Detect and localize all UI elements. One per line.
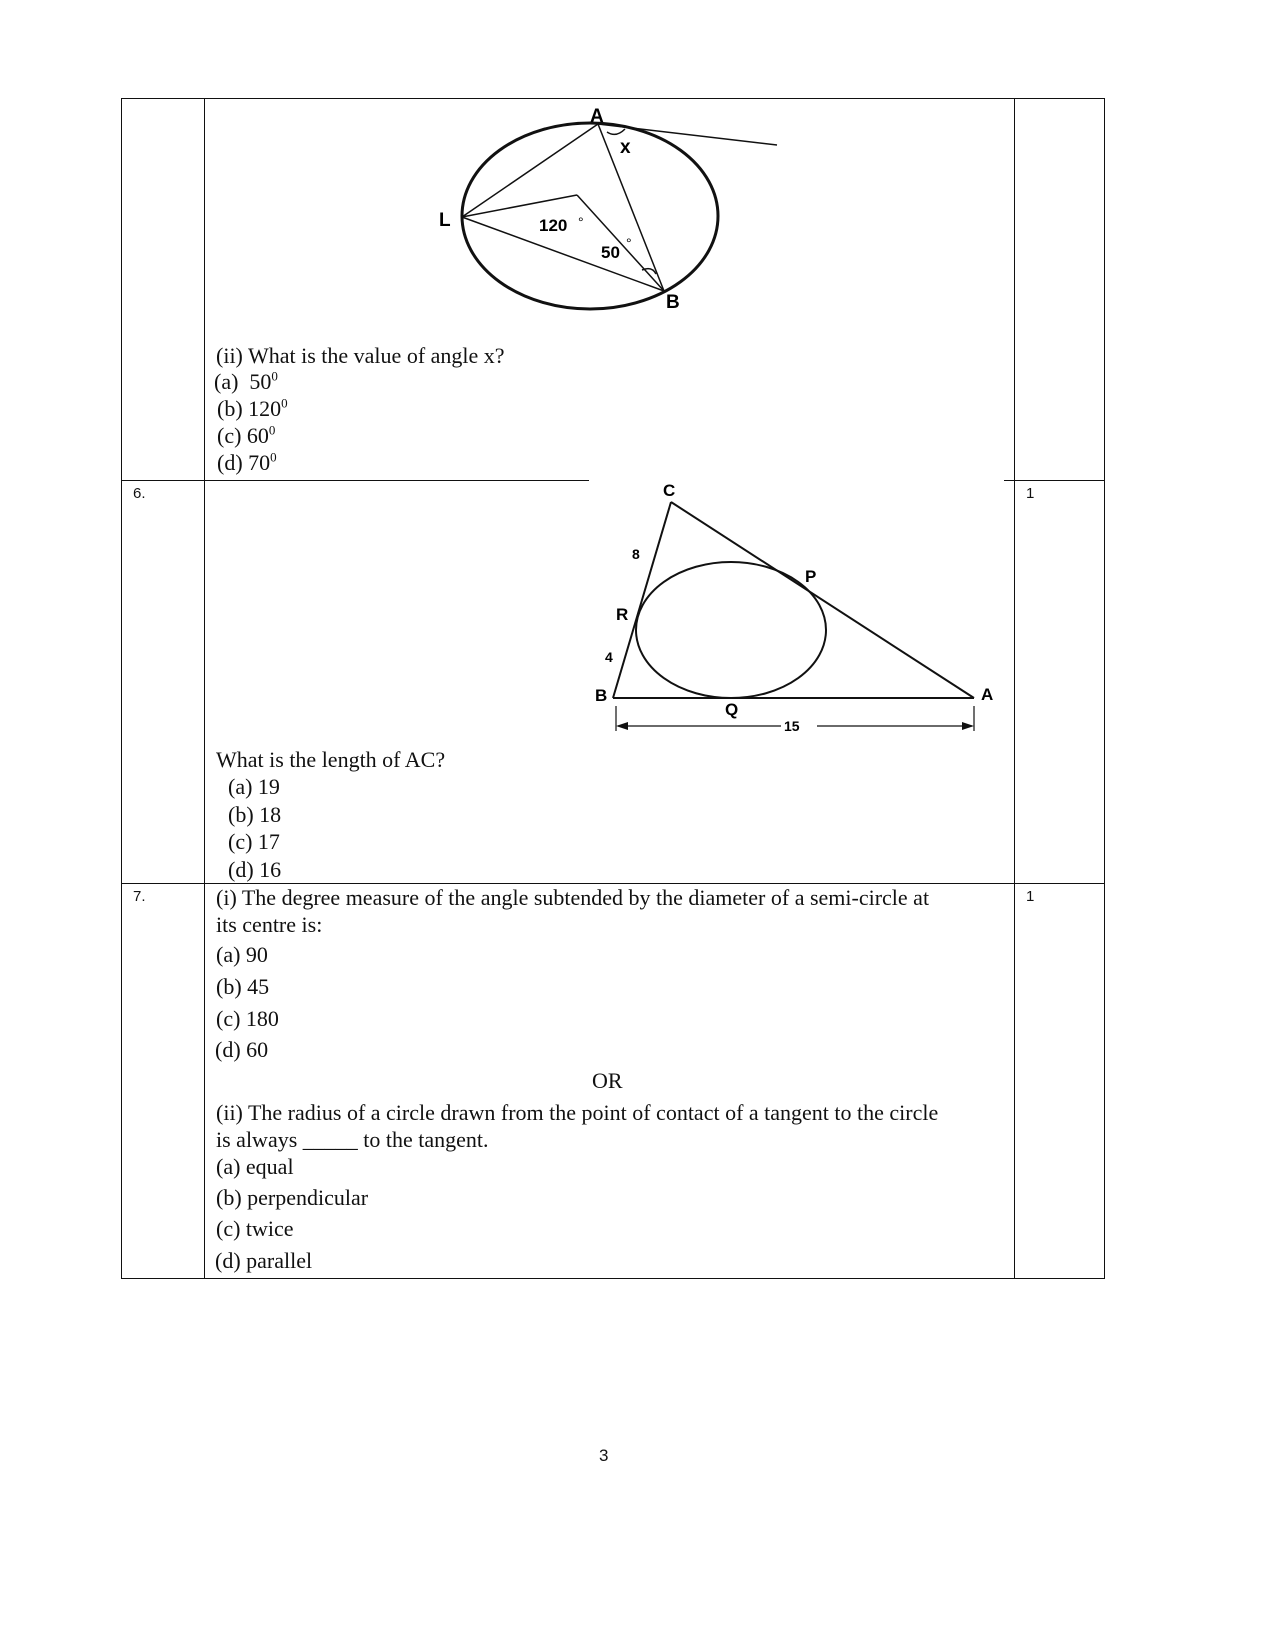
q5-option-a: (a) $50^0$ <box>214 368 278 394</box>
q7-part1-line1: (i) The degree measure of the angle subtended by the diameter of a semi-circle at <box>216 885 930 910</box>
label-b: B <box>666 292 680 313</box>
table-col-left <box>121 98 122 1279</box>
q7-part1-option-d: (d) 60 <box>215 1037 269 1062</box>
label-c: C <box>663 481 676 500</box>
q6-marks: 1 <box>1026 485 1035 502</box>
q6-question: What is the length of AC? <box>216 747 446 772</box>
label-l: L <box>439 210 451 231</box>
q7-part2-option-a: (a) equal <box>216 1154 294 1179</box>
label-a: A <box>590 106 604 127</box>
table-border-top <box>121 98 1105 99</box>
table-col-marks <box>1014 98 1015 1279</box>
label-a: A <box>981 685 994 704</box>
label-q: Q <box>725 700 739 719</box>
table-border-row-6-right <box>1004 480 1105 481</box>
q7-part2-option-c: (c) twice <box>216 1216 294 1241</box>
angle-center-degree: ° <box>578 214 584 230</box>
q7-part2-option-d: (d) parallel <box>215 1248 313 1273</box>
table-border-bottom <box>121 1278 1105 1279</box>
q7-marks: 1 <box>1026 888 1035 905</box>
q5-option-b: (b) $120^0$ <box>217 395 288 421</box>
q6-option-a: (a) 19 <box>228 774 280 799</box>
label-b: B <box>595 686 608 705</box>
length-rb: 4 <box>605 649 613 665</box>
q7-part2-option-b: (b) perpendicular <box>216 1185 369 1210</box>
label-r: R <box>616 605 629 624</box>
angle-b-label: 50 <box>601 243 620 262</box>
q7-part1-option-a: (a) 90 <box>216 942 268 967</box>
table-border-row-7 <box>121 883 1105 884</box>
angle-center-label: 120 <box>539 216 568 235</box>
label-x: x <box>620 137 631 158</box>
triangle-incircle-figure <box>585 480 1005 735</box>
page-number: 3 <box>599 1446 609 1465</box>
q7-number: 7. <box>133 888 146 905</box>
q7-part1-option-b: (b) 45 <box>216 974 270 999</box>
q6-number: 6. <box>133 485 146 502</box>
q7-part1-option-c: (c) 180 <box>216 1006 279 1031</box>
q6-option-b: (b) 18 <box>228 802 282 827</box>
q7-or: OR <box>592 1068 623 1093</box>
table-col-num <box>204 98 205 1279</box>
q7-part2-line2: is always _____ to the tangent. <box>216 1127 489 1152</box>
q5-option-d: (d) $70^0$ <box>217 449 277 475</box>
table-border-row-6 <box>121 480 589 481</box>
table-col-right <box>1104 98 1105 1279</box>
q6-option-d: (d) 16 <box>228 857 282 882</box>
label-p: P <box>805 567 817 586</box>
angle-b-degree: ° <box>626 235 632 251</box>
length-cr: 8 <box>632 546 640 562</box>
q7-part1-line2: its centre is: <box>216 912 323 937</box>
q7-part2-line1: (ii) The radius of a circle drawn from the point of contact of a tangent to the circle <box>216 1100 939 1125</box>
q5-question: (ii) What is the value of angle x? <box>216 343 505 368</box>
q6-option-c: (c) 17 <box>228 829 280 854</box>
circle-tangent-figure <box>420 100 800 315</box>
length-ba: 15 <box>784 718 800 734</box>
q5-option-c: (c) $60^0$ <box>217 422 276 448</box>
